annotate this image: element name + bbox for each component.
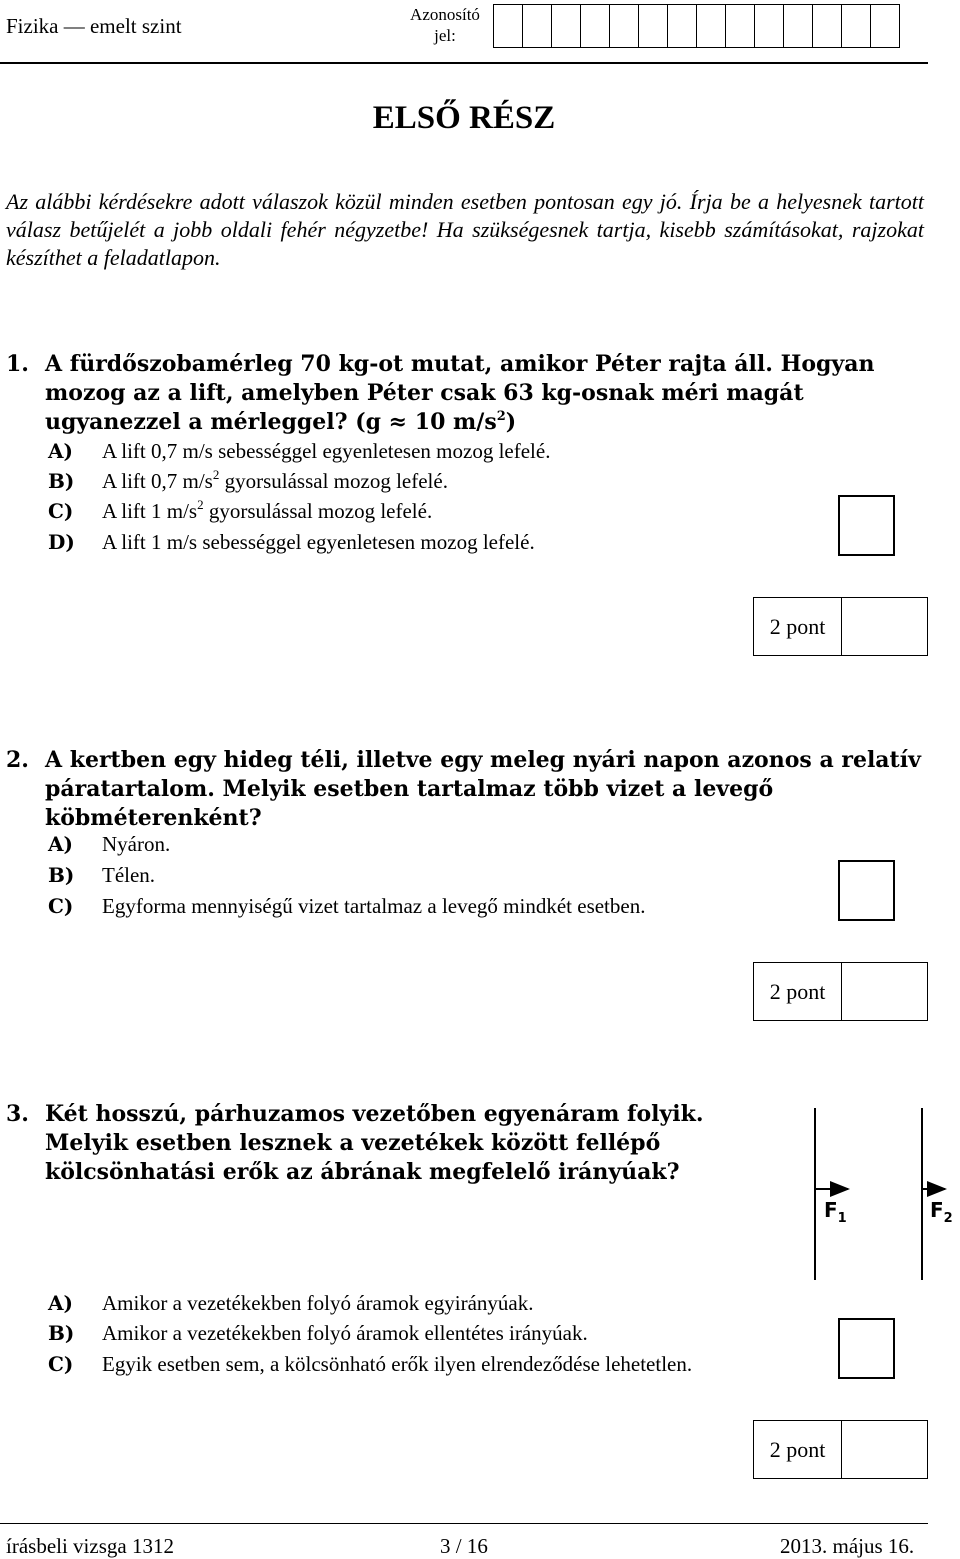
- points-label: 2 pont: [754, 1421, 842, 1478]
- id-code-cell[interactable]: [841, 4, 871, 48]
- f2-label: $F_2$: [930, 1198, 953, 1226]
- answer-box-1[interactable]: [838, 495, 895, 556]
- answer-box-3[interactable]: [838, 1318, 895, 1379]
- option-1b: B) A lift 0,7 $m/s^2$ gyorsulással mozog lefelé.: [48, 467, 448, 493]
- id-code-cell[interactable]: [870, 4, 900, 48]
- id-code-cell[interactable]: [667, 4, 697, 48]
- id-code-cell[interactable]: [638, 4, 668, 48]
- question-number: 3.: [6, 1101, 29, 1127]
- points-score-field[interactable]: [842, 598, 927, 655]
- question-number: 1.: [6, 351, 29, 377]
- id-code-cell[interactable]: [522, 4, 552, 48]
- subject-header: Fizika — emelt szint: [6, 14, 182, 38]
- option-2a: A) Nyáron.: [48, 832, 171, 856]
- section-title: ELSŐ RÉSZ: [372, 100, 556, 136]
- option-3c: C) Egyik esetben sem, a kölcsönható erők ilyen elrendeződése lehetetlen.: [48, 1352, 693, 1376]
- id-code-cell[interactable]: [812, 4, 842, 48]
- question-2: [6, 746, 922, 833]
- instructions: Az alábbi kérdésekre adott válaszok közül minden esetben pontosan egy jó. Írja be a helyesnek tartott válasz betűjelét a jobb oldali fehér négyzetbe! Ha szükségesnek tartja, kisebb számításokat, rajzokat készíthet a feladatlapon.: [6, 189, 924, 270]
- parallel-wires-figure: [800, 1100, 960, 1285]
- question-1: [6, 350, 922, 437]
- header-divider: [0, 62, 928, 64]
- id-label-line2: jel:: [434, 26, 456, 45]
- points-label: 2 pont: [754, 598, 842, 655]
- points-box-3: [753, 1420, 928, 1479]
- question-text: Két hosszú, párhuzamos vezetőben egyenáram folyik. Melyik esetben lesznek a vezetékek között fellépő kölcsönhatási erők az ábrának megfelelő irányúak?: [45, 1101, 704, 1185]
- id-code-cell[interactable]: [725, 4, 755, 48]
- footer-divider: [0, 1523, 928, 1524]
- points-box-1: [753, 597, 928, 656]
- question-3: [6, 1100, 746, 1187]
- footer-exam-id: írásbeli vizsga 1312: [6, 1534, 174, 1558]
- answer-box-2[interactable]: [838, 860, 895, 921]
- id-label-line1: Azonosító: [410, 5, 480, 24]
- points-box-2: [753, 962, 928, 1021]
- id-code-cell[interactable]: [551, 4, 581, 48]
- f1-label: $F_1$: [824, 1198, 847, 1226]
- id-code-cell[interactable]: [754, 4, 784, 48]
- id-code-cell[interactable]: [696, 4, 726, 48]
- question-number: 2.: [6, 747, 29, 773]
- id-code-grid: [493, 4, 899, 48]
- footer-date: 2013. május 16.: [780, 1534, 915, 1558]
- option-1c: C) A lift 1 $m/s^2$ gyorsulással mozog lefelé.: [48, 497, 433, 523]
- id-code-cell[interactable]: [609, 4, 639, 48]
- option-1d: D) A lift 1 m/s sebességgel egyenletesen mozog lefelé.: [48, 530, 535, 554]
- footer-page-number: 3 / 16: [440, 1534, 488, 1558]
- points-score-field[interactable]: [842, 1421, 927, 1478]
- question-text: A kertben egy hideg téli, illetve egy meleg nyári napon azonos a relatív páratartalom. Melyik esetben tartalmaz több vizet a levegő köbméterenként?: [45, 747, 921, 831]
- id-code-cell[interactable]: [580, 4, 610, 48]
- points-label: 2 pont: [754, 963, 842, 1020]
- option-2c: C) Egyforma mennyiségű vizet tartalmaz a levegő mindkét esetben.: [48, 894, 646, 918]
- option-3a: A) Amikor a vezetékekben folyó áramok egyirányúak.: [48, 1291, 534, 1315]
- points-score-field[interactable]: [842, 963, 927, 1020]
- option-2b: B) Télen.: [48, 863, 156, 887]
- question-text: A fürdőszobamérleg 70 kg-ot mutat, amikor Péter rajta áll. Hogyan mozog az a lift, amelyben Péter csak 63 kg-osnak méri magát ugyanezzel a mérleggel? (g ≈ 10 $m/s^2$): [45, 351, 875, 435]
- option-1a: A) A lift 0,7 m/s sebességgel egyenletesen mozog lefelé.: [48, 439, 551, 463]
- id-label: [405, 4, 485, 46]
- id-code-cell[interactable]: [783, 4, 813, 48]
- option-3b: B) Amikor a vezetékekben folyó áramok ellentétes irányúak.: [48, 1321, 588, 1345]
- id-code-cell[interactable]: [493, 4, 523, 48]
